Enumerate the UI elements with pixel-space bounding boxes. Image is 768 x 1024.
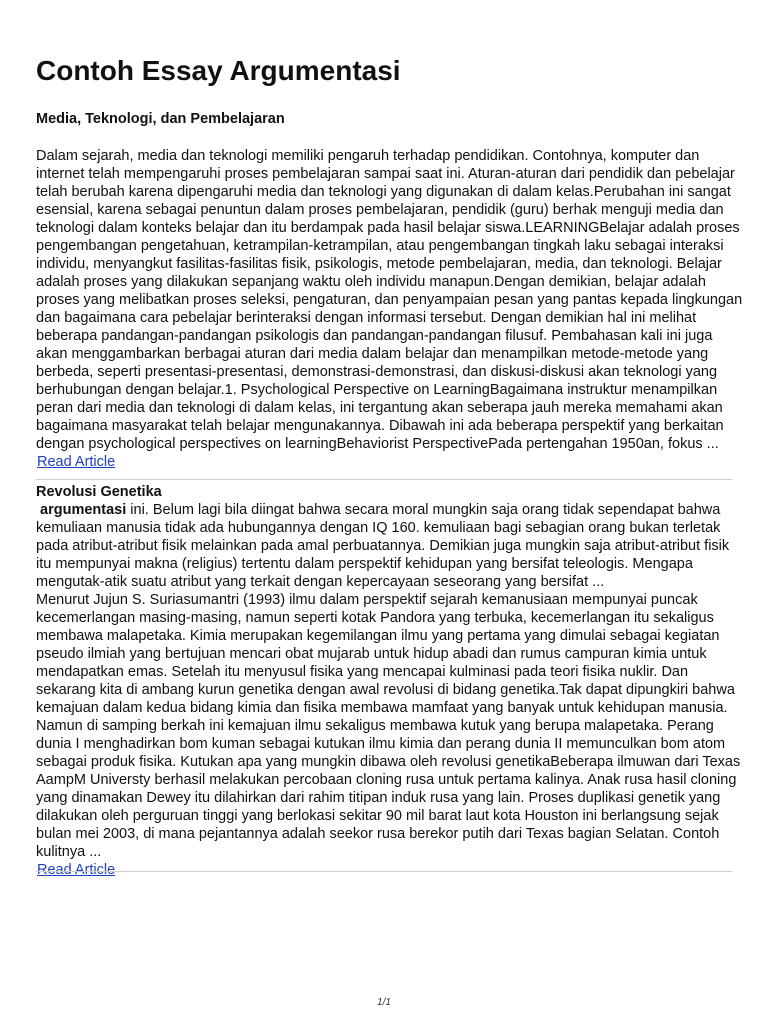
section-heading: Revolusi Genetika	[36, 484, 162, 500]
section-paragraph: Dalam sejarah, media dan teknologi memiliki pengaruh terhadap pendidikan. Contohnya, komputer dan internet telah mempengaruhi proses pembelajaran sampai saat ini. Aturan-aturan dari pendidik dan pebelajar telah berubah karena dipengaruhi media dan teknologi yang digunakan di dalam kelas.Perubahan ini sangat esensial, karena sebagai penuntun dalam proses pembelajaran, pendidik (guru) berhak menguji media dan teknologi dalam konteks belajar dan itu berdampak pada hasil belajar siswa.LEARNINGBelajar adalah proses pengembangan pengetahuan, ketrampilan-ketrampilan, atau pengembangan tingkah laku sebagai interaksi individu, menyangkut fasilitas-fasilitas fisik, psikologis, metode pembelajaran, media, dan teknologi. Belajar adalah proses yang dilakukan sepanjang waktu oleh individu manapun.Dengan demikian, belajar adalah proses yang melibatkan proses seleksi, pengaturan, dan penyampaian pesan yang pantas kepada lingkungan dan bagaimana cara pebelajar berinteraksi dengan informasi tersebut. Dengan demikian hal ini melihat beberapa pandangan-pandangan psikologis dan pandangan-pandangan filusuf. Pembahasan kali ini juga akan menggambarkan berbagai aturan dari media dalam belajar dan menampilkan metode-metode yang berbeda, seperti presentasi-presentasi, demonstrasi-demonstrasi, dan diskusi-diskusi akan teknologi yang berhubungan dengan belajar.1. Psychological Perspective on LearningBagaimana instruktur menampilkan peran dari media dan teknologi di dalam kelas, ini tergantung akan seberapa jauh mereka memahami akan bagaimana masyarakat telah belajar mengunakannya. Dibawah ini ada beberapa perspektif yang berkaitan dengan psychological perspectives on learningBehaviorist PerspectivePada pertengahan 1950an, fokus ...	[36, 148, 743, 452]
section-heading: Media, Teknologi, dan Pembelajaran	[36, 111, 285, 127]
section-divider	[36, 871, 732, 872]
highlighted-keyword: argumentasi	[40, 502, 127, 518]
page-title: Contoh Essay Argumentasi	[36, 55, 401, 86]
page-indicator: 1/1	[377, 997, 391, 1008]
section-paragraph	[36, 501, 746, 591]
read-article-link[interactable]: Read Article	[37, 454, 116, 470]
section-paragraph-2: Menurut Jujun S. Suriasumantri (1993) ilmu dalam perspektif sejarah kemanusiaan mempunyai puncak kecemerlangan masing-masing, namun seperti kotak Pandora yang terbuka, kecemerlangan itu sekaligus membawa malapetaka. Kimia merupakan kegemilangan ilmu yang pertama yang dimulai sebagai kegiatan pseudo ilmiah yang bertujuan mencari obat mujarab untuk hidup abadi dan rumus campuran kimia untuk mendapatkan emas. Setelah itu menyusul fisika yang mencapai kulminasi pada teori fisika nuklir. Dan sekarang kita di ambang kurun genetika dengan awal revolusi di bidang genetika.Tak dapat dipungkiri bahwa kemajuan dalam kedua bidang kimia dan fisika membawa mamfaat yang banyak untuk kehidupan manusia. Namun di samping berkah ini kemajuan ilmu sekaligus membawa kutuk yang berupa malapetaka. Perang dunia I menghadirkan bom kuman sebagai kutukan ilmu kimia dan perang dunia II memunculkan bom atom sebagai produk fisika. Kutukan apa yang mungkin dibawa oleh revolusi genetikaBeberapa ilmuwan dari Texas AampM Universty berhasil melakukan percobaan cloning rusa untuk pertama kalinya. Anak rusa hasil cloning yang dinamakan Dewey itu dilahirkan dari rahim titipan induk rusa yang lain. Proses duplikasi genetik yang dilakukan oleh perguruan tinggi yang berlokasi sekitar 90 mil barat laut kota Houston ini berlangsung sejak bulan mei 2003, di mana pejantannya adalah seekor rusa berekor putih dari Texas bagian Selatan. Contoh kulitnya ...	[36, 592, 741, 860]
article-section-revolusi-genetika	[36, 483, 746, 879]
article-section-media-teknologi	[36, 110, 746, 471]
paragraph-text: ini. Belum lagi bila diingat bahwa secara moral mungkin saja orang tidak sependapat bahwa kemuliaan manusia tidak ada hubungannya dengan IQ 160. kemuliaan bagi sebagian orang bukan terletak pada atribut-atribut fisik melainkan pada amal perbuatannya. Demikian juga mungkin saja atribut-atribut fisik itu mempunyai makna (religius) tertentu dalam perspektif kehidupan yang bersifat teleologis. Mengapa mengutak-atik suatu atribut yang terkait dengan kepercayaan seseorang yang bersifat ...	[36, 502, 730, 590]
read-article-link[interactable]: Read Article	[37, 862, 116, 878]
section-divider	[36, 479, 732, 480]
